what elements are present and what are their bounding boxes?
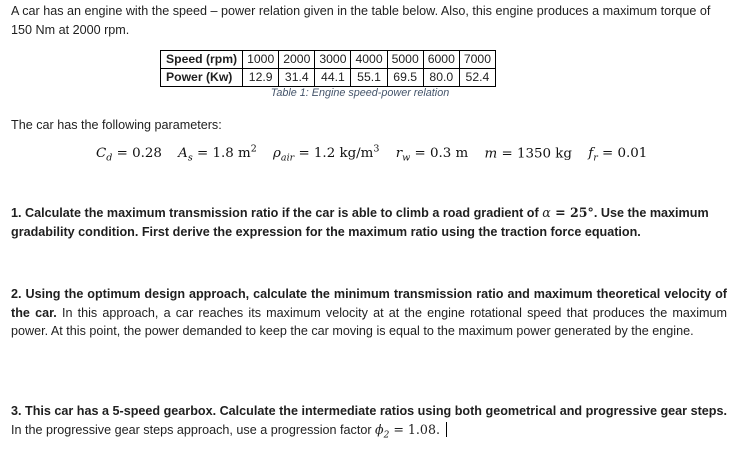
table-cell: 69.5 xyxy=(387,69,423,87)
engine-table xyxy=(160,50,496,87)
table-cell: 6000 xyxy=(423,51,459,69)
question-2: 2. Using the optimum design approach, calculate the minimum transmission ratio and maximum theoretical velocity of the car. In this approach, a car reaches its maximum velocity at at the engine rotational speed that produces the maximum power. At this point, the power demanded to keep the car moving is equal to the maximum power generated by the engine. xyxy=(11,287,727,338)
table-row-power xyxy=(161,69,496,87)
param-cd: $C_d = 0.28$ xyxy=(96,146,162,165)
param-as: $A_s = 1.8$ $m^2$ xyxy=(178,144,257,165)
parameter-equation xyxy=(96,144,647,164)
table-cell: 55.1 xyxy=(351,69,387,87)
table-header-speed: Speed (rpm) xyxy=(161,51,243,69)
table-cell: 44.1 xyxy=(315,69,351,87)
table-cell: 2000 xyxy=(279,51,315,69)
table-cell: 5000 xyxy=(387,51,423,69)
table-cell: 52.4 xyxy=(459,69,495,87)
table-cell: 3000 xyxy=(315,51,351,69)
table-cell: 4000 xyxy=(351,51,387,69)
param-rho-air: $\rho_{air} = 1.2$ $kg/m^3$ xyxy=(273,144,380,165)
table-cell: 1000 xyxy=(243,51,279,69)
text-cursor xyxy=(446,422,447,437)
table-cell: 7000 xyxy=(459,51,495,69)
param-fr: $f_r = 0.01$ xyxy=(588,146,648,165)
table-caption: Table 1: Engine speed-power relation xyxy=(270,87,450,99)
intro-paragraph: A car has an engine with the speed – power relation given in the table below. Also, this engine produces a maximum torque of 150 Nm at 2000 rpm. xyxy=(11,4,711,37)
table-cell: 31.4 xyxy=(279,69,315,87)
table-cell: 12.9 xyxy=(243,69,279,87)
params-intro: The car has the following parameters: xyxy=(11,118,222,132)
question-1: 1. Calculate the maximum transmission ratio if the car is able to climb a road gradient of α = 25°. Use the maximum gradability condition. First derive the expression for the maximum ratio using the traction force equation. xyxy=(11,205,709,239)
param-mass: m = 1350 kg xyxy=(484,146,572,162)
table-header-power: Power (Kw) xyxy=(161,69,243,87)
param-rw: $r_w = 0.3$ m xyxy=(395,146,469,165)
table-row-speed xyxy=(161,51,496,69)
table-cell: 80.0 xyxy=(423,69,459,87)
question-3[interactable]: 3. This car has a 5-speed gearbox. Calculate the intermediate ratios using both geometrical and progressive gear steps. In the progressive gear steps approach, use a progression factor $\phi_2 = 1.08$. xyxy=(11,404,727,441)
